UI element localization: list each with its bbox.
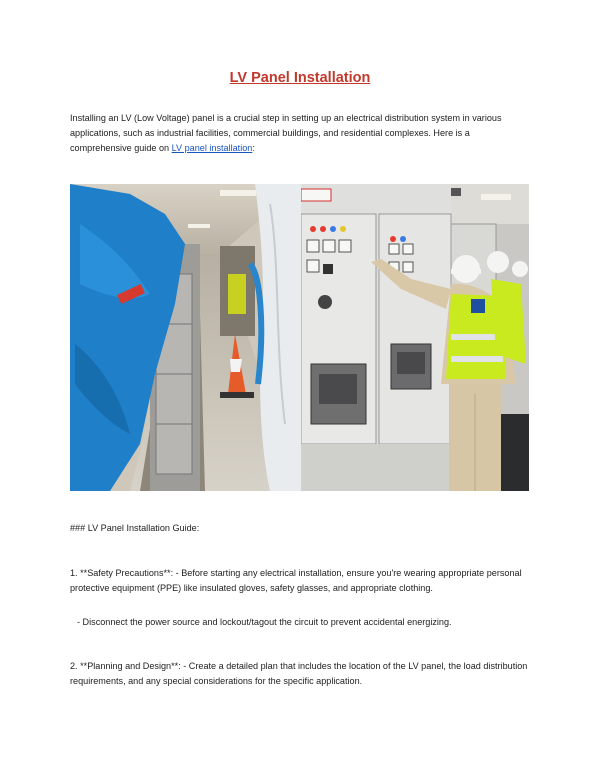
step-safety-precautions: 1. **Safety Precautions**: - Before starting any electrical installation, ensure you're wearing appropriate personal protective equipment (PPE) like insulated gloves, safety glasses, and appropriate clothing. (70, 568, 522, 593)
lv-panels-wrapped-in-tarp-photo (70, 184, 301, 491)
lv-panel-installation-link[interactable]: LV panel installation (171, 143, 253, 153)
intro-paragraph (70, 111, 532, 156)
intro-text-end: : (252, 143, 255, 153)
photo-collage (70, 184, 529, 491)
step-planning-and-design: 2. **Planning and Design**: - Create a detailed plan that includes the location of the LV panel, the load distribution requirements, and any special considerations for the specific application. (70, 661, 528, 686)
intro-text: Installing an LV (Low Voltage) panel is a crucial step in setting up an electrical distribution system in various applications, such as industrial facilities, commercial buildings, and residential complexes. Here is a comprehensive guide on (70, 113, 502, 153)
step-disconnect-power: - Disconnect the power source and lockout/tagout the circuit to prevent accidental energizing. (77, 617, 452, 627)
page-title: LV Panel Installation (229, 70, 371, 86)
technicians-operating-lv-panel-photo (301, 184, 529, 491)
guide-heading: ### LV Panel Installation Guide: (70, 523, 200, 533)
